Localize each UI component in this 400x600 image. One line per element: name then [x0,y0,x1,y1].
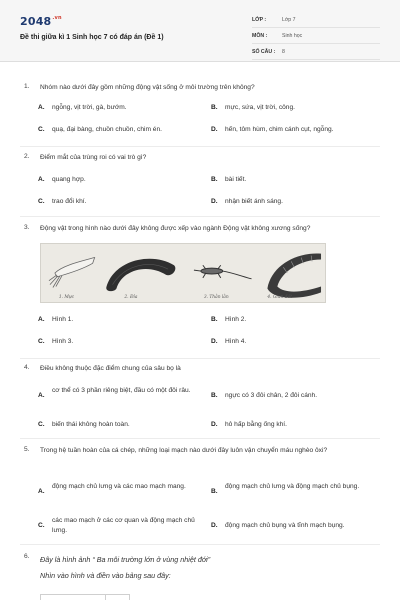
divider [20,146,380,147]
question-2: 2. Điểm mắt của trùng roi có vai trò gì? A. quang hợp. B. bài tiết. C. trao đổi khí. D. nhận biết ánh sáng. [24,153,384,209]
leech-illustration [106,259,175,291]
question-number: 5. [24,446,30,453]
question-4: 4. Điều không thuộc đặc điểm chung của sâu bọ là A. cơ thể có 3 phần riêng biệt, đầu có một đôi râu. B. ngực có 3 đôi chân, 2 đôi cánh. C. biến thái không hoàn toàn. D. hô hấp bằng ống khí. [24,364,384,436]
caption-3: 3. Thằn lằn [203,295,229,301]
question-1: 1. Nhóm nào dưới đây gồm những động vật sống ở môi trường trên không? A. ngỗng, vịt trời, gà, bướm. B. mực, sứa, vịt trời, công. C. quạ, đại bàng, chuồn chuồn, chim én. D. hến, tôm hùm, chim cánh cụt, ngỗng. [24,83,384,139]
question-text: Nhóm nào dưới đây gồm những động vật sống ở môi trường trên không? [40,84,255,91]
question-6 [24,553,384,593]
question-text: Trong hệ tuần hoàn của cá chép, những loại mạch nào dưới đây luôn vận chuyển máu nghèo ôxi? [40,447,328,454]
meta-question-count: SỐ CÂU : 8 [252,46,380,60]
lizard-illustration [194,265,252,279]
question-5: 5. Trong hệ tuần hoàn của cá chép, những loại mạch nào dưới đây luôn vận chuyển máu nghèo ôxi? A. động mạch chủ lưng và các mao mạch mang. B. động mạch chủ lưng và động mạch chủ bụng. C. các mao mạch ở các cơ quan và động mạch chủ lưng. D. động mạch chủ bụng và tĩnh mạch bụng. [24,446,384,542]
caption-1: 1. Mực [58,295,75,301]
meta-grade: LỚP : Lớp 7 [252,14,380,28]
divider [20,216,380,217]
question-number: 2. [24,153,30,160]
question-text: Điều không thuộc đặc điểm chung của sâu bọ là [40,365,181,372]
question-3: 3. Động vật trong hình nào dưới đây không được xếp vào ngành Động vật không xương sống? A. Hình 1. B. Hình 2. C. Hình 3. D. Hình 4. [24,224,384,350]
question-text: Động vật trong hình nào dưới đây không được xếp vào ngành Động vật không xương sống? [40,225,311,232]
site-logo[interactable]: $2048^{.vn}$ [20,15,62,28]
squid-illustration [49,258,95,288]
answer-table [40,594,130,600]
caption-4: 4. Giun đốt [267,295,293,301]
divider [20,358,380,359]
divider [20,438,380,439]
divider [20,544,380,545]
question-number: 1. [24,83,30,90]
meta-subject: MÔN : Sinh học [252,30,380,44]
question-number: 6. [24,553,30,560]
question-subtext: Nhìn vào hình và điền vào bảng sau đây: [40,571,171,580]
exam-title: Đề thi giữa kì 1 Sinh học 7 có đáp án (Đề 1) [20,34,164,41]
table-column-divider [105,595,106,600]
question-number: 4. [24,364,30,371]
caption-2: 2. Đỉa [124,295,138,301]
question-text: Đây là hình ảnh “ Ba môi trường lớn ở vùng nhiệt đới” [40,555,211,564]
question-text: Điểm mắt của trùng roi có vai trò gì? [40,154,147,161]
worm-illustration [267,253,321,297]
animals-figure [40,243,326,303]
question-number: 3. [24,224,30,231]
page-header [0,0,400,62]
